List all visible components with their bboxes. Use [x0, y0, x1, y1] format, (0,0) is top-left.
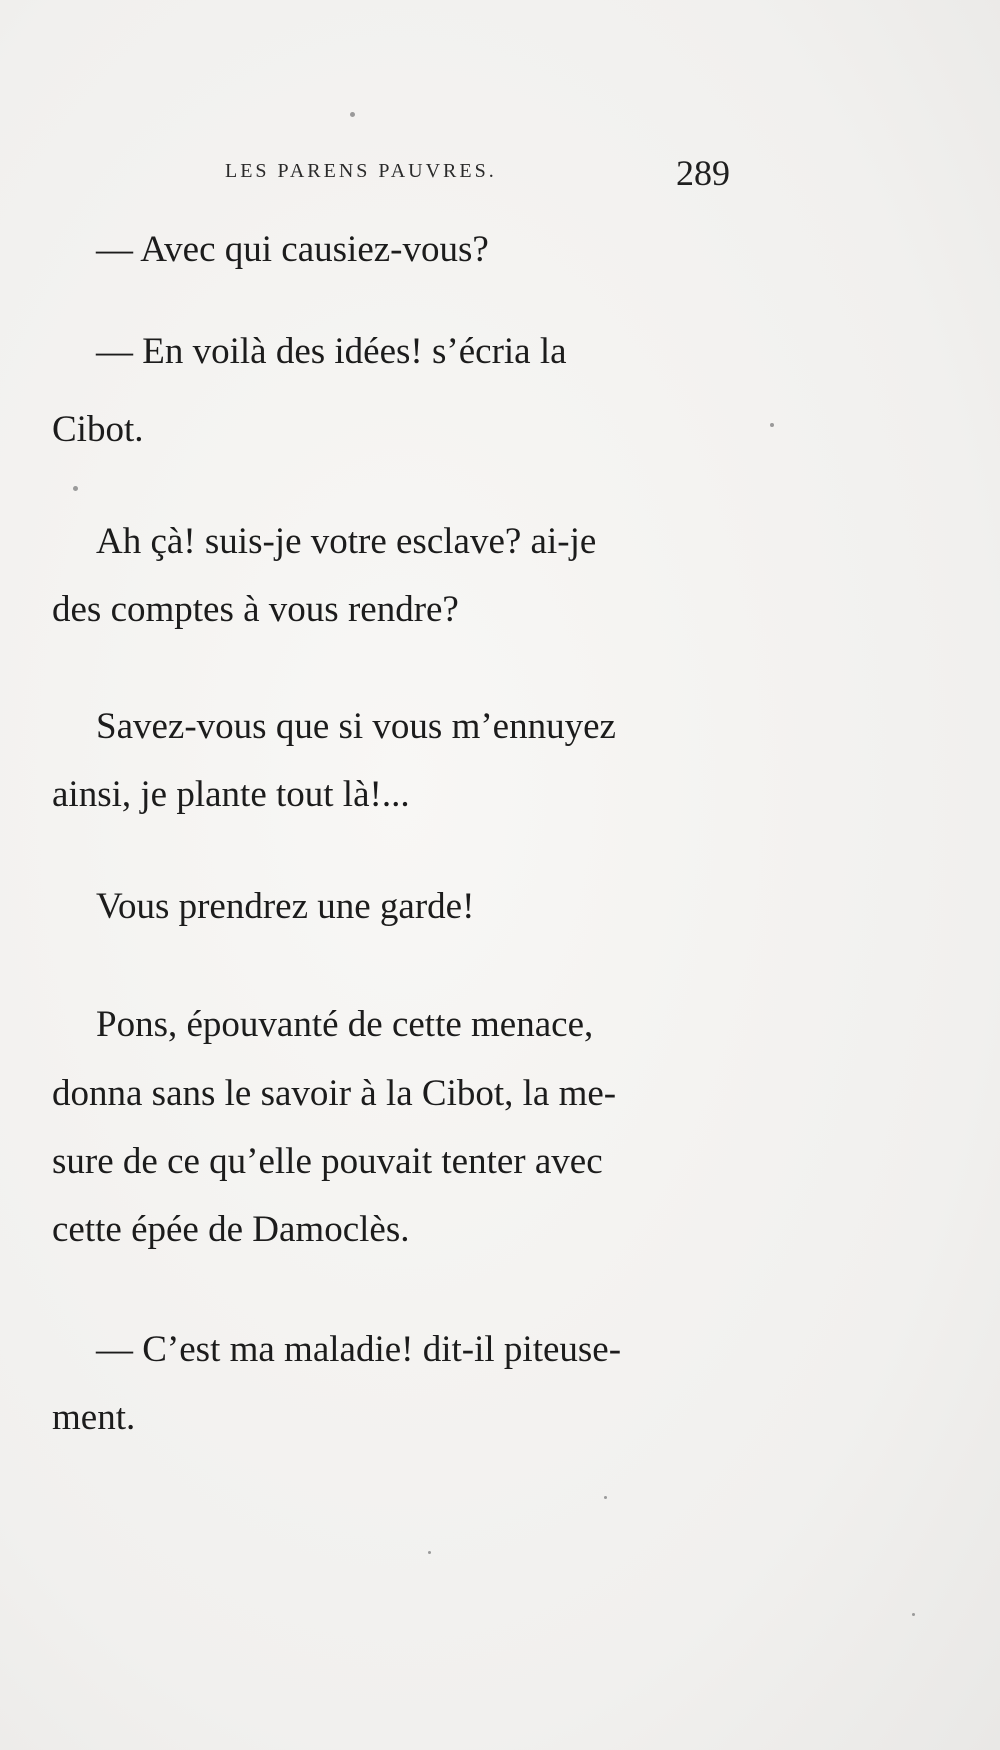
- paper-speck: [912, 1613, 915, 1616]
- text-line-8: Vous prendrez une garde!: [96, 886, 475, 927]
- text-line-14: ment.: [52, 1397, 136, 1438]
- paper-speck: [604, 1496, 607, 1499]
- text-line-4: Ah çà! suis-je votre esclave? ai-je: [96, 521, 597, 562]
- text-line-10: donna sans le savoir à la Cibot, la me-: [52, 1073, 617, 1114]
- text-line-11: sure de ce qu’elle pouvait tenter avec: [52, 1141, 603, 1182]
- page-number: 289: [676, 153, 730, 193]
- text-line-1: — Avec qui causiez-vous?: [96, 229, 489, 270]
- text-line-9: Pons, épouvanté de cette menace,: [96, 1004, 594, 1045]
- running-title: LES PARENS PAUVRES.: [225, 160, 497, 182]
- text-line-7: ainsi, je plante tout là!...: [52, 774, 410, 815]
- paper-speck: [73, 486, 78, 491]
- text-line-2: — En voilà des idées! s’écria la: [96, 331, 567, 372]
- text-line-13: — C’est ma maladie! dit-il piteuse-: [96, 1329, 622, 1370]
- paper-speck: [428, 1551, 431, 1554]
- text-line-3: Cibot.: [52, 409, 144, 450]
- text-line-5: des comptes à vous rendre?: [52, 589, 459, 630]
- text-line-12: cette épée de Damoclès.: [52, 1209, 410, 1250]
- paper-speck: [350, 112, 355, 117]
- paper-speck: [770, 423, 774, 427]
- page-header: [225, 153, 730, 198]
- text-line-6: Savez-vous que si vous m’ennuyez: [96, 706, 616, 747]
